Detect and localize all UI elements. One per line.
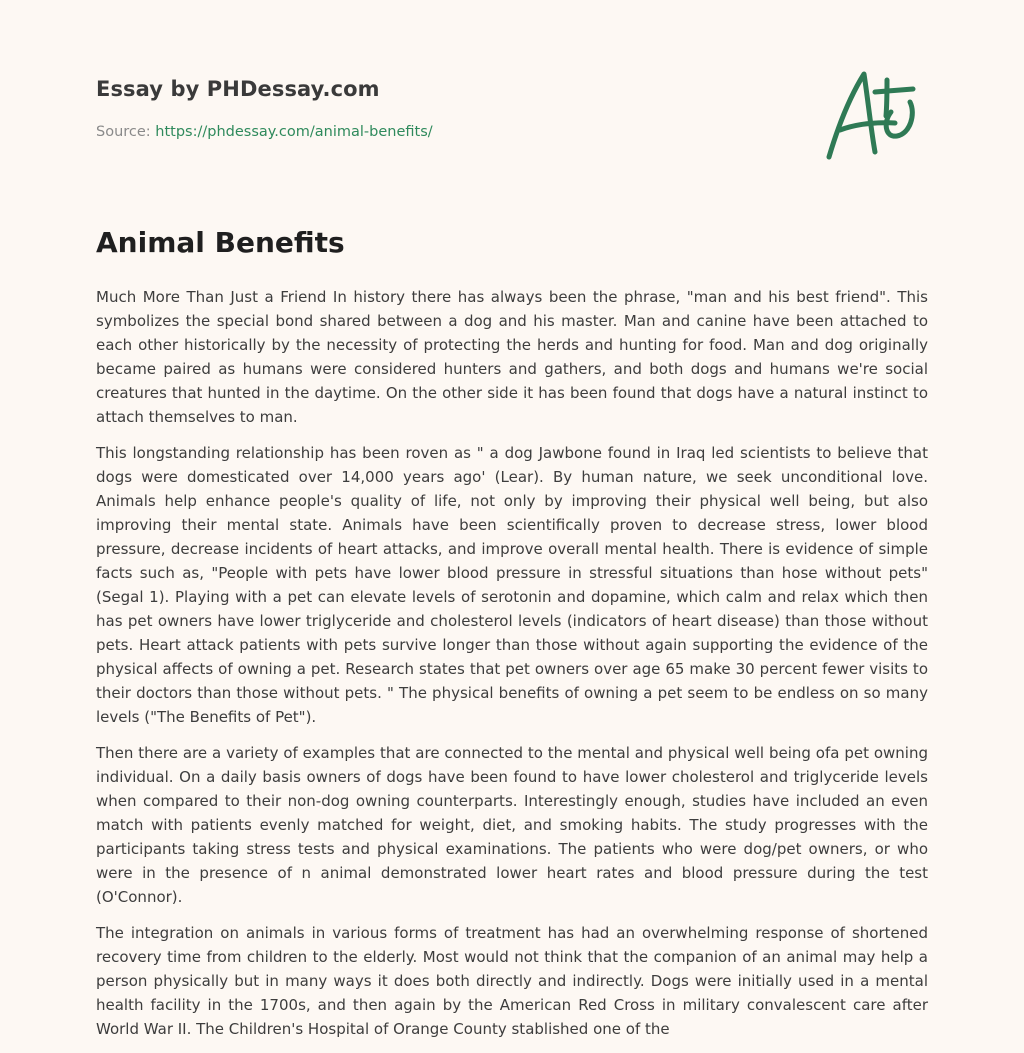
essay-title: Animal Benefits	[96, 226, 345, 259]
essay-page	[96, 0, 928, 1044]
essay-paragraph: Then there are a variety of examples that are connected to the mental and physical well being ofa pet owning individual. On a daily basis owners of dogs have been found to have lower cholesterol and triglyceride levels when compared to their non-dog owning counterparts. Interestingly enough, studies have included an even match with patients evenly matched for weight, diet, and smoking habits. The study progresses with the participants taking stress tests and physical examinations. The patients who were dog/pet owners, or who were in the presence of n animal demonstrated lower heart rates and blood pressure during the test (O'Connor).	[96, 744, 928, 906]
source-link[interactable]: https://phdessay.com/animal-benefits/	[155, 124, 433, 140]
source-line	[96, 124, 433, 140]
source-label: Source:	[96, 124, 156, 140]
essay-paragraph: The integration on animals in various forms of treatment has had an overwhelming response of shortened recovery time from children to the elderly. Most would not think that the companion of an animal may help a person physically but in many ways it does both directly and indirectly. Dogs were initially used in a mental health facility in the 1700s, and then again by the American Red Cross in military convalescent care after World War II. The Children's Hospital of Orange County stablished one of the	[96, 924, 928, 1038]
essay-paragraph: Much More Than Just a Friend In history there has always been the phrase, "man and his best friend". This symbolizes the special bond shared between a dog and his master. Man and canine have been attached to each other historically by the necessity of protecting the herds and hunting for food. Man and dog originally became paired as humans were considered hunters and gathers, and both dogs and humans we're social creatures that hunted in the daytime. On the other side it has been found that dogs have a natural instinct to attach themselves to man.	[96, 288, 928, 426]
a-plus-logo	[823, 64, 933, 164]
essay-body	[96, 285, 928, 1053]
site-brand-title: Essay by PHDessay.com	[96, 77, 380, 101]
essay-paragraph: This longstanding relationship has been roven as " a dog Jawbone found in Iraq led scientists to believe that dogs were domesticated over 14,000 years ago' (Lear). By human nature, we seek unconditional love. Animals help enhance people's quality of life, not only by improving their physical well being, but also improving their mental state. Animals have been scientifically proven to decrease stress, lower blood pressure, decrease incidents of heart attacks, and improve overall mental health. There is evidence of simple facts such as, "People with pets have lower blood pressure in stressful situations than hose without pets" (Segal 1). Playing with a pet can elevate levels of serotonin and dopamine, which calm and relax which then has pet owners have lower triglyceride and cholesterol levels (indicators of heart disease) than those without pets. Heart attack patients with pets survive longer than those without again supporting the evidence of the physical affects of owning a pet. Research states that pet owners over age 65 make 30 percent fewer visits to their doctors than those without pets. " The physical benefits of owning a pet seem to be endless on so many levels ("The Benefits of Pet").	[96, 444, 928, 726]
